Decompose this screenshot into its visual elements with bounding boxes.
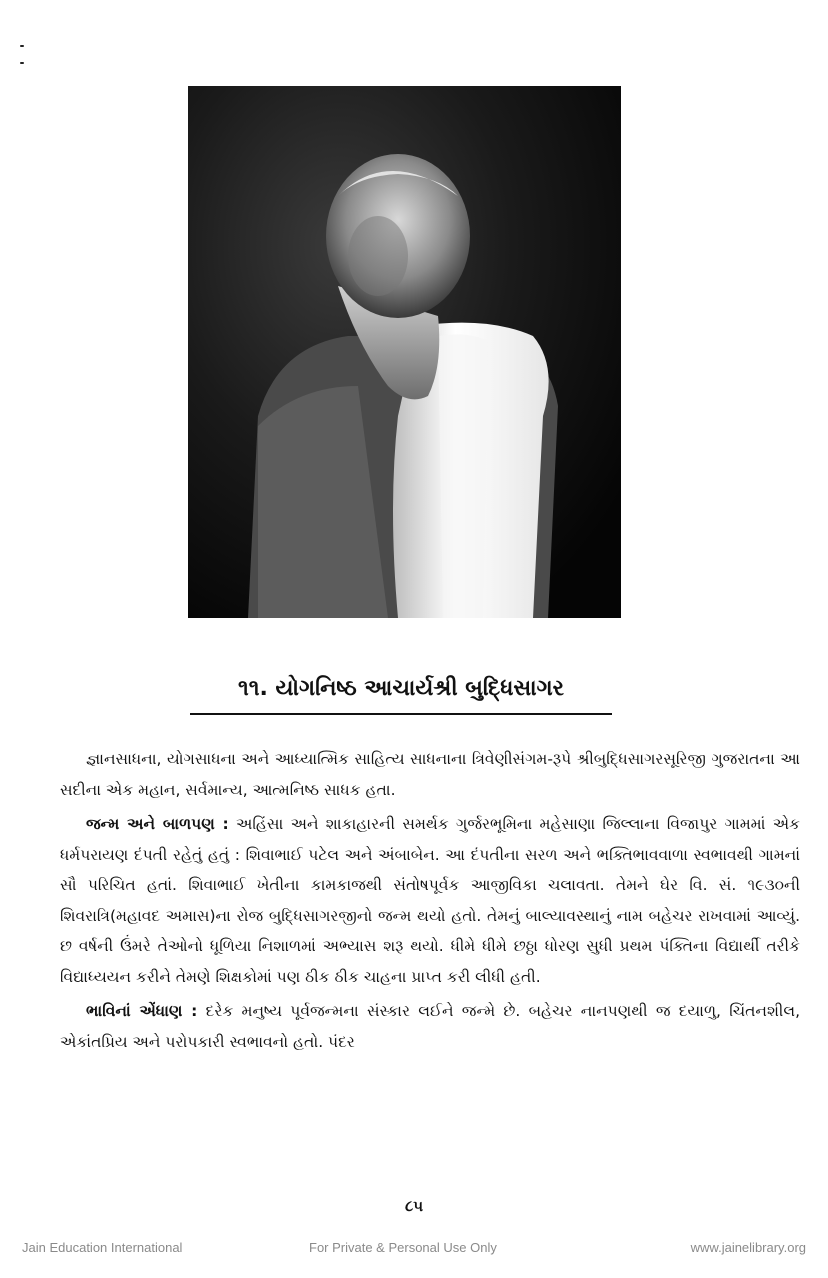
paragraph-lead: જન્મ અને બાળપણ :: [86, 815, 229, 833]
paragraph-birth: [60, 809, 800, 992]
scan-speck: [20, 45, 24, 47]
portrait-photo-icon: [188, 86, 621, 618]
paragraph-text: દરેક મનુષ્ય પૂર્વજન્મના સંસ્કાર લઈને જન્મે છે. બહેચર નાનપણથી જ દયાળુ, ચિંતનશીલ, એકાંતપ્રિય અને પરોપકારી સ્વભાવનો હતો. પંદર: [60, 1002, 800, 1051]
chapter-title: ૧૧. યોગનિષ્ઠ આચાર્યશ્રી બુદ્ધિસાગર: [237, 676, 565, 701]
footer: [0, 1240, 828, 1258]
footer-usage-note: For Private & Personal Use Only: [309, 1240, 497, 1255]
scan-speck: [20, 62, 24, 64]
title-underline: [190, 713, 612, 715]
page-number: ૮૫: [404, 1197, 424, 1215]
paragraph-lead: ભાવિનાં એંધાણ :: [86, 1002, 198, 1020]
article-body: [60, 744, 800, 1057]
paragraph-intro: [60, 744, 800, 805]
paragraph-text: જ્ઞાનસાધના, યોગસાધના અને આધ્યાત્મિક સાહિત્ય સાધનાના ત્રિવેણીસંગમ-રૂપે શ્રીબુદ્ધિસાગરસૂરિજી ગુજરાતના આ સદીના એક મહાન, સર્વમાન્ય, આત્મનિષ્ઠ સાધક હતા.: [60, 750, 800, 799]
footer-website-link[interactable]: www.jainelibrary.org: [690, 1240, 806, 1255]
paragraph-text: અહિંસા અને શાકાહારની સમર્થક ગુર્જરભૂમિના મહેસાણા જિલ્લાના વિજાપુર ગામમાં એક ધર્મપરાયણ દંપતી રહેતું હતું : શિવાભાઈ પટેલ અને અંબાબેન. આ દંપતીના સરળ અને ભક્તિભાવવાળા સ્વભાવથી ગામનાં સૌ પરિચિત હતાં. શિવાભાઈ ખેતીના કામકાજથી સંતોષપૂર્વક આજીવિકા ચલાવતા. તેમને ઘેર વિ. સં. ૧૯૩૦ની શિવરાત્રિ(મહાવદ અમાસ)ના રોજ બુદ્ધિસાગરજીનો જન્મ થયો હતો. તેમનું બાલ્યાવસ્થાનું નામ બહેચર રાખવામાં આવ્યું. છ વર્ષની ઉંમરે તેઓનો ધૂળિયા નિશાળમાં અભ્યાસ શરૂ થયો. ધીમે ધીમે છઠ્ઠા ધોરણ સુધી પ્રથમ પંક્તિના વિદ્યાર્થી તરીકે વિદ્યાધ્યયન કરીને તેમણે શિક્ષકોમાં પણ ઠીક ઠીક ચાહના પ્રાપ્ત કરી લીધી હતી.: [60, 815, 800, 986]
footer-publisher: Jain Education International: [22, 1240, 183, 1255]
paragraph-signs: [60, 996, 800, 1057]
portrait-photo: [188, 86, 621, 618]
